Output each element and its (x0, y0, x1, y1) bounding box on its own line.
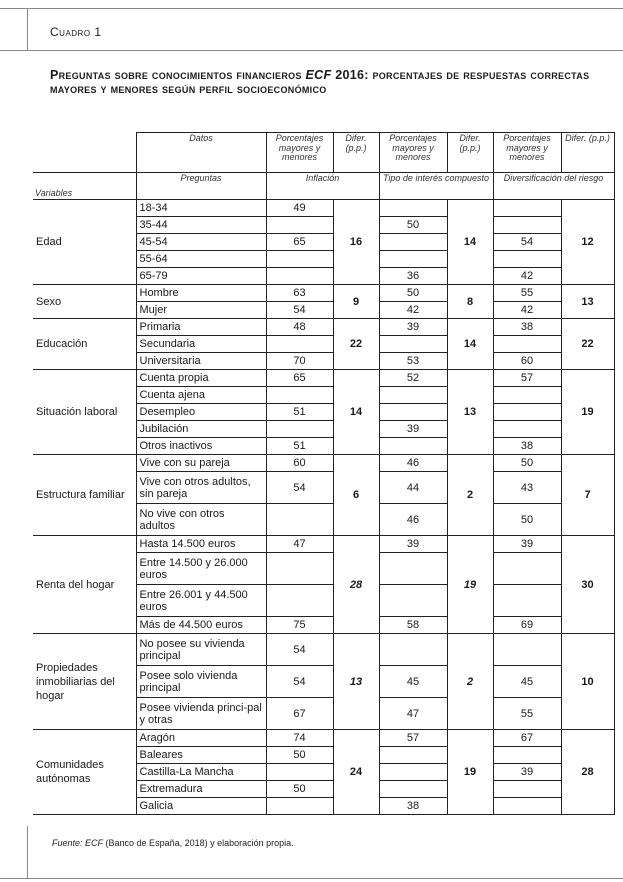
inflacion-value (266, 421, 333, 438)
inflacion-value: 54 (266, 472, 333, 504)
interes-diff: 19 (447, 730, 493, 815)
diversificacion-value (493, 200, 561, 217)
inflacion-diff: 6 (333, 455, 379, 536)
diversificacion-diff: 22 (561, 319, 614, 370)
diversificacion-value (493, 553, 561, 585)
interes-value: 44 (379, 472, 447, 504)
header-dif-3: Difer. (p.p.) (561, 133, 614, 173)
interes-value: 46 (379, 455, 447, 472)
inflacion-diff: 9 (333, 285, 379, 319)
diversificacion-value (493, 421, 561, 438)
title-text-end: 2016: porcentajes de respuestas correctas mayores y menores según perfil socioeconómico (50, 68, 590, 96)
table-row (33, 536, 614, 553)
inflacion-value: 65 (266, 234, 333, 251)
diversificacion-value: 69 (493, 617, 561, 634)
inflacion-value: 51 (266, 404, 333, 421)
inflacion-value: 54 (266, 634, 333, 666)
category-cell: Baleares (136, 747, 266, 764)
diversificacion-diff: 13 (561, 285, 614, 319)
category-cell: Desempleo (136, 404, 266, 421)
diversificacion-value (493, 585, 561, 617)
inflacion-diff: 28 (333, 536, 379, 634)
diversificacion-value: 57 (493, 370, 561, 387)
interes-value (379, 781, 447, 798)
interes-value: 53 (379, 353, 447, 370)
category-cell: Posee vivienda princi-pal y otras (136, 698, 266, 730)
source-note (52, 838, 294, 848)
interes-value: 46 (379, 504, 447, 536)
diversificacion-value: 54 (493, 234, 561, 251)
category-cell: Mujer (136, 302, 266, 319)
interes-value (379, 404, 447, 421)
diversificacion-value: 42 (493, 268, 561, 285)
category-cell: 45-54 (136, 234, 266, 251)
inflacion-value: 54 (266, 302, 333, 319)
interes-value (379, 438, 447, 455)
header-variables: Variables (33, 173, 136, 200)
diversificacion-diff: 7 (561, 455, 614, 536)
group-name: Situación laboral (33, 370, 136, 455)
interes-diff: 2 (447, 455, 493, 536)
diversificacion-value: 60 (493, 353, 561, 370)
interes-diff: 13 (447, 370, 493, 455)
interes-value (379, 336, 447, 353)
category-cell: Galicia (136, 798, 266, 815)
category-cell: Vive con su pareja (136, 455, 266, 472)
inflacion-diff: 22 (333, 319, 379, 370)
interes-value: 45 (379, 666, 447, 698)
diversificacion-value: 39 (493, 536, 561, 553)
inflacion-value (266, 336, 333, 353)
diversificacion-value: 38 (493, 438, 561, 455)
inflacion-value: 47 (266, 536, 333, 553)
table-label: Cuadro 1 (50, 25, 102, 39)
diversificacion-value (493, 781, 561, 798)
inflacion-value: 70 (266, 353, 333, 370)
interes-value (379, 585, 447, 617)
label-rule (0, 50, 623, 51)
inflacion-value (266, 217, 333, 234)
group-name: Comunidades autónomas (33, 730, 136, 815)
inflacion-value: 65 (266, 370, 333, 387)
category-cell: Hasta 14.500 euros (136, 536, 266, 553)
diversificacion-value (493, 747, 561, 764)
inflacion-value (266, 764, 333, 781)
top-rule (0, 8, 623, 9)
diversificacion-value: 55 (493, 698, 561, 730)
diversificacion-value: 67 (493, 730, 561, 747)
interes-value: 57 (379, 730, 447, 747)
diversificacion-value: 42 (493, 302, 561, 319)
category-cell: 55-64 (136, 251, 266, 268)
title-ecf: ECF (305, 68, 332, 82)
category-cell: Hombre (136, 285, 266, 302)
category-cell: No posee su vivienda principal (136, 634, 266, 666)
title-text-start: Preguntas sobre conocimientos financieros (50, 68, 306, 82)
inflacion-value (266, 268, 333, 285)
header-inflacion: Inflación (266, 173, 379, 200)
group-name: Propiedades inmobiliarias del hogar (33, 634, 136, 730)
header-dif-2: Difer. (p.p.) (447, 133, 493, 173)
diversificacion-value (493, 251, 561, 268)
interes-value (379, 387, 447, 404)
interes-value: 36 (379, 268, 447, 285)
inflacion-value (266, 553, 333, 585)
interes-value (379, 553, 447, 585)
table-row (33, 319, 614, 336)
label-edge (27, 8, 28, 50)
bottom-rule (0, 878, 623, 879)
header-pct-3: Porcentajes mayores y menores (493, 133, 561, 173)
interes-value: 47 (379, 698, 447, 730)
table-row (33, 455, 614, 472)
category-cell: No vive con otros adultos (136, 504, 266, 536)
diversificacion-value: 55 (493, 285, 561, 302)
source-label: Fuente: (52, 838, 86, 848)
table-row (33, 634, 614, 666)
data-table (33, 132, 615, 815)
category-cell: 18-34 (136, 200, 266, 217)
category-cell: Jubilación (136, 421, 266, 438)
category-cell: Entre 26.001 y 44.500 euros (136, 585, 266, 617)
category-cell: Aragón (136, 730, 266, 747)
inflacion-diff: 16 (333, 200, 379, 285)
interes-value: 39 (379, 536, 447, 553)
header-pct-1: Porcentajes mayores y menores (266, 133, 333, 173)
inflacion-diff: 13 (333, 634, 379, 730)
interes-value: 52 (379, 370, 447, 387)
category-cell: Cuenta ajena (136, 387, 266, 404)
inflacion-value: 48 (266, 319, 333, 336)
diversificacion-value (493, 634, 561, 666)
header-datos: Datos (136, 133, 266, 173)
category-cell: Primaria (136, 319, 266, 336)
category-cell: Entre 14.500 y 26.000 euros (136, 553, 266, 585)
inflacion-value: 63 (266, 285, 333, 302)
table-row (33, 200, 614, 217)
diversificacion-diff: 28 (561, 730, 614, 815)
diversificacion-diff: 12 (561, 200, 614, 285)
interes-value: 39 (379, 319, 447, 336)
category-cell: Más de 44.500 euros (136, 617, 266, 634)
inflacion-value: 75 (266, 617, 333, 634)
interes-diff: 14 (447, 319, 493, 370)
category-cell: Vive con otros adultos, sin pareja (136, 472, 266, 504)
inflacion-value: 50 (266, 747, 333, 764)
inflacion-value: 51 (266, 438, 333, 455)
inflacion-value (266, 585, 333, 617)
inflacion-diff: 24 (333, 730, 379, 815)
diversificacion-value (493, 404, 561, 421)
diversificacion-value: 50 (493, 504, 561, 536)
category-cell: 35-44 (136, 217, 266, 234)
category-cell: Secundaria (136, 336, 266, 353)
diversificacion-diff: 19 (561, 370, 614, 455)
inflacion-value: 54 (266, 666, 333, 698)
inflacion-value: 67 (266, 698, 333, 730)
category-cell: Castilla-La Mancha (136, 764, 266, 781)
header-interes: Tipo de interés compuesto (379, 173, 493, 200)
category-cell: Extremadura (136, 781, 266, 798)
table-row (33, 730, 614, 747)
category-cell: Posee solo vivienda principal (136, 666, 266, 698)
diversificacion-value (493, 798, 561, 815)
diversificacion-value: 50 (493, 455, 561, 472)
interes-value: 50 (379, 285, 447, 302)
header-preguntas: Preguntas (136, 173, 266, 200)
diversificacion-value (493, 387, 561, 404)
header-diversificacion: Diversificación del riesgo (493, 173, 614, 200)
interes-value: 39 (379, 421, 447, 438)
diversificacion-value (493, 217, 561, 234)
inflacion-value (266, 387, 333, 404)
inflacion-value (266, 798, 333, 815)
interes-value: 42 (379, 302, 447, 319)
diversificacion-value: 39 (493, 764, 561, 781)
table-row (33, 285, 614, 302)
category-cell: Otros inactivos (136, 438, 266, 455)
category-cell: Cuenta propia (136, 370, 266, 387)
interes-diff: 14 (447, 200, 493, 285)
group-name: Educación (33, 319, 136, 370)
inflacion-value: 50 (266, 781, 333, 798)
interes-value (379, 634, 447, 666)
diversificacion-value: 43 (493, 472, 561, 504)
interes-diff: 2 (447, 634, 493, 730)
source-text: (Banco de España, 2018) y elaboración propia. (103, 838, 294, 848)
group-name: Edad (33, 200, 136, 285)
diversificacion-value: 45 (493, 666, 561, 698)
interes-value (379, 747, 447, 764)
interes-value: 50 (379, 217, 447, 234)
category-cell: 65-79 (136, 268, 266, 285)
diversificacion-diff: 10 (561, 634, 614, 730)
inflacion-value: 60 (266, 455, 333, 472)
table-title (50, 68, 616, 96)
group-name: Sexo (33, 285, 136, 319)
category-cell: Universitaria (136, 353, 266, 370)
interes-value: 38 (379, 798, 447, 815)
footer-edge (27, 826, 28, 878)
interes-value (379, 234, 447, 251)
inflacion-diff: 14 (333, 370, 379, 455)
header-pct-2: Porcentajes mayores y menores (379, 133, 447, 173)
inflacion-value: 49 (266, 200, 333, 217)
inflacion-value: 74 (266, 730, 333, 747)
interes-value (379, 764, 447, 781)
interes-diff: 8 (447, 285, 493, 319)
interes-value (379, 251, 447, 268)
diversificacion-value (493, 336, 561, 353)
interes-value: 58 (379, 617, 447, 634)
inflacion-value (266, 504, 333, 536)
header-dif-1: Difer. (p.p.) (333, 133, 379, 173)
table-row (33, 370, 614, 387)
diversificacion-value: 38 (493, 319, 561, 336)
interes-value (379, 200, 447, 217)
group-name: Renta del hogar (33, 536, 136, 634)
corner-cell (33, 133, 136, 173)
diversificacion-diff: 30 (561, 536, 614, 634)
group-name: Estructura familiar (33, 455, 136, 536)
interes-diff: 19 (447, 536, 493, 634)
source-ecf: ECF (85, 838, 104, 848)
inflacion-value (266, 251, 333, 268)
